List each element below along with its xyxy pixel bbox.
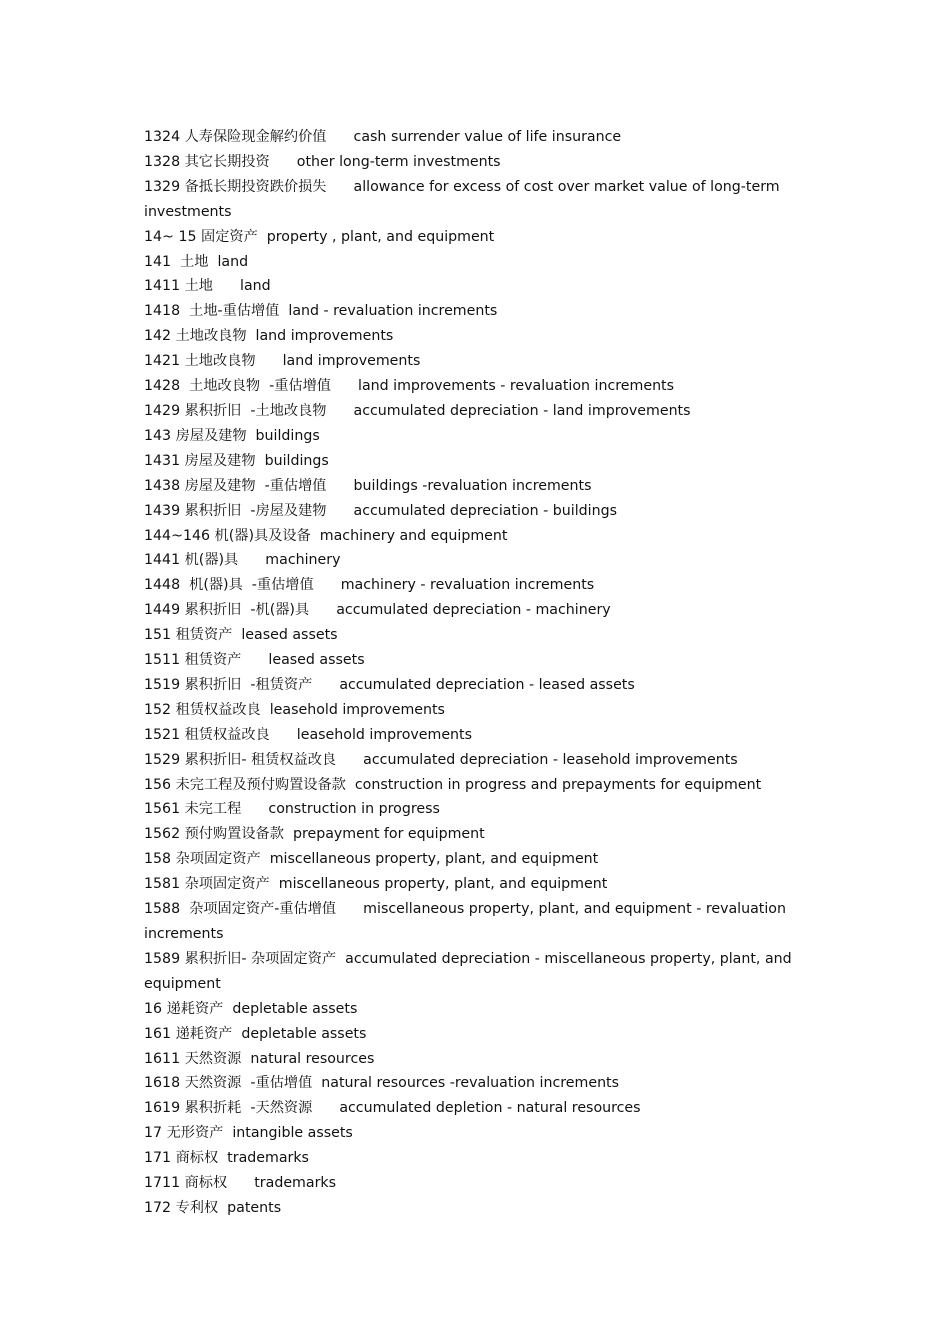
text-line: 161 递耗资产 depletable assets	[144, 1025, 367, 1042]
text-line: 1581 杂项固定资产 miscellaneous property, plant, and equipment	[144, 876, 608, 893]
text-line: 1329 备抵长期投资跌价损失 allowance for excess of cost over market value of long-term investments	[144, 178, 785, 220]
text-line: 1449 累积折旧 -机(器)具 accumulated depreciation - machinery	[144, 602, 611, 619]
text-line: 1418 土地-重估增值 land - revaluation increments	[144, 303, 498, 320]
text-line: 171 商标权 trademarks	[144, 1150, 309, 1167]
text-line: 1438 房屋及建物 -重估增值 buildings -revaluation increments	[144, 477, 592, 494]
text-line: 1431 房屋及建物 buildings	[144, 452, 329, 469]
text-line: 1429 累积折旧 -土地改良物 accumulated depreciation - land improvements	[144, 402, 691, 419]
text-line: 1324 人寿保险现金解约价值 cash surrender value of life insurance	[144, 129, 622, 145]
text-line: 1562 预付购置设备款 prepayment for equipment	[144, 826, 485, 843]
text-line: 1511 租赁资产 leased assets	[144, 652, 365, 669]
text-line: 1618 天然资源 -重估增值 natural resources -revaluation increments	[144, 1075, 620, 1092]
text-line: 1561 未完工程 construction in progress	[144, 801, 440, 818]
text-line: 1448 机(器)具 -重估增值 machinery - revaluation increments	[144, 577, 595, 594]
text-line: 144~146 机(器)具及设备 machinery and equipment	[144, 527, 508, 544]
text-line: 1328 其它长期投资 other long-term investments	[144, 153, 501, 170]
text-line: 14~ 15 固定资产 property , plant, and equipment	[144, 228, 495, 245]
text-line: 17 无形资产 intangible assets	[144, 1125, 353, 1142]
document-body	[144, 125, 814, 1221]
text-line: 1519 累积折旧 -租赁资产 accumulated depreciation - leased assets	[144, 676, 635, 693]
text-line: 151 租赁资产 leased assets	[144, 627, 338, 644]
text-line: 156 未完工程及预付购置设备款 construction in progress and prepayments for equipment	[144, 776, 762, 793]
text-line: 1711 商标权 trademarks	[144, 1175, 337, 1192]
text-line: 141 土地 land	[144, 253, 249, 270]
text-line: 1439 累积折旧 -房屋及建物 accumulated depreciation - buildings	[144, 502, 618, 519]
text-line: 16 递耗资产 depletable assets	[144, 1000, 358, 1017]
text-line: 1588 杂项固定资产-重估增值 miscellaneous property, plant, and equipment - revaluation increments	[144, 901, 791, 942]
text-line: 1529 累积折旧- 租赁权益改良 accumulated depreciation - leasehold improvements	[144, 751, 738, 768]
text-line: 1441 机(器)具 machinery	[144, 552, 341, 569]
text-line: 152 租赁权益改良 leasehold improvements	[144, 701, 445, 718]
text-line: 1521 租赁权益改良 leasehold improvements	[144, 726, 473, 743]
text-line: 1421 土地改良物 land improvements	[144, 353, 421, 370]
text-line: 1611 天然资源 natural resources	[144, 1050, 375, 1067]
text-line: 1589 累积折旧- 杂项固定资产 accumulated depreciation - miscellaneous property, plant, and equipment	[144, 950, 797, 992]
text-line: 1428 土地改良物 -重估增值 land improvements - revaluation increments	[144, 378, 675, 395]
text-line: 172 专利权 patents	[144, 1199, 282, 1216]
text-line: 142 土地改良物 land improvements	[144, 328, 394, 345]
text-line: 143 房屋及建物 buildings	[144, 427, 320, 444]
text-line: 1619 累积折耗 -天然资源 accumulated depletion - natural resources	[144, 1100, 641, 1117]
text-line: 158 杂项固定资产 miscellaneous property, plant, and equipment	[144, 851, 599, 868]
text-line: 1411 土地 land	[144, 278, 271, 295]
